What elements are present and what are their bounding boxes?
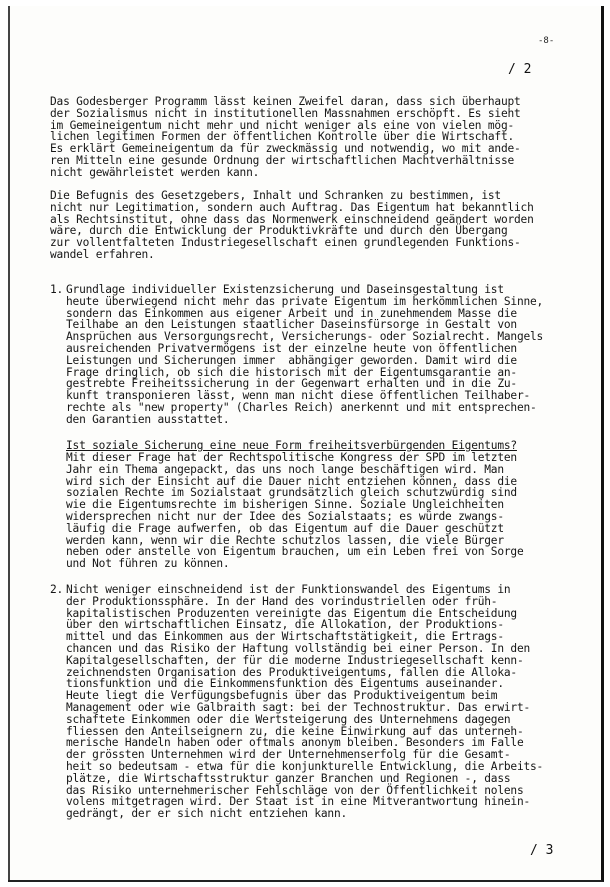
list-number-2: 2.	[50, 583, 64, 596]
list-item-1: Grundlage individueller Existenzsicherung und Daseinsgestaltung ist heute überwiegend nicht mehr das private Eigentum im herkömmlichen Sinne, sondern das Einkommen aus eigener Arbeit und in zunehmendem Masse die Teilhabe an den Leistungen staatlicher Daseinsfürsorge in Gestalt von Ansprüchen aus Versorgungsrecht, Versicherungs- oder Sozialrecht. Mangels ausreichenden Privatvermögens ist der einzelne heute von öffentlichen Leistungen und Sicherungen immer abhängiger geworden. Damit wird die Frage dringlich, ob sich die historisch mit der Eigentumsgarantie an- gestrebte Freiheitssicherung in der Gegenwart erhalten und in die Zu- kunft transponieren lässt, wenn man nicht diese öffentlichen Teilhaber- rechte als "new property" (Charles Reich) anerkennt und mit entsprechen- den Garantien ausstattet.	[66, 283, 544, 426]
paragraph-kongress: Mit dieser Frage hat der Rechtspolitische Kongress der SPD im letzten Jahr ein Thema angepackt, das uns noch lange beschäftigen wird. Man wird sich der Einsicht auf die Dauer nicht entziehen können, dass die sozialen Rechte im Sozialstaat grundsätzlich gleich schutzwürdig sind wie die Eigentumsrechte im bisherigen Sinne. Soziale Ungleichheiten widersprechen nicht nur der Idee des Sozialstaats; es würde zwangs- läufig die Frage aufwerfen, ob das Eigentum auf die Dauer geschützt werden kann, wenn wir die Rechte schutzlos lassen, die viele Bürger neben oder anstelle von Eigentum brauchen, um ein Leben frei von Sorge und Not führen zu können.	[66, 451, 524, 571]
page-reference-bottom: / 3	[530, 843, 554, 858]
page-reference-top: / 2	[508, 62, 532, 77]
list-item-2: Nicht weniger einschneidend ist der Funktionswandel des Eigentums in der Produktionssphäre. In der Hand des vorindustriellen oder früh- kapitalistischen Produzenten vereinigte das Eigentum die Entscheidung über den wirtschaftlichen Einsatz, die Allokation, der Produktions- mittel und das Einkommen aus der Wirtschaftstätigkeit, die Ertrags- chancen und das Risiko der Haftung vollständig bei einer Person. In den Kapitalgesellschaften, der für die moderne Industriegesellschaft kenn- zeichnendsten Organisation des Produktiveigentums, fallen die Alloka- tionsfunktion und die Einkommensfunktion des Eigentums auseinander. Heute liegt die Verfügungsbefugnis über das Produktiveigentum beim Management oder wie Galbraith sagt: bei der Technostruktur. Das erwirt- schaftete Einkommen oder die Wertsteigerung des Unternehmens dagegen fliessen den Anteilseignern zu, die keine Einwirkung auf das unterneh- merische Handeln haben oder oftmals anonym bleiben. Besonders im Falle der grössten Unternehmen wird der Unternehmenserfolg für die Gesamt- heit so bedeutsam - etwa für die konjunkturelle Entwicklung, die Arbeits- plätze, die Wirtschaftsstruktur ganzer Branchen und Regionen -, dass das Risiko unternehmerischer Fehlschläge von der Öffentlichkeit nolens volens mitgetragen wird. Der Staat ist in eine Mitverantwortung hinein- gedrängt, der er sich nicht entziehen kann.	[66, 583, 544, 821]
paragraph-befugnis: Die Befugnis des Gesetzgebers, Inhalt und Schranken zu bestimmen, ist nicht nur Legitimation, sondern auch Auftrag. Das Eigentum hat bekanntlich als Rechtsinstitut, ohne dass das Normenwerk einschneidend geändert worden wäre, durch die Entwicklung der Produktivkräfte und durch den Übergang zur vollentfalteten Industriegesellschaft einen grundlegenden Funktions- wandel erfahren.	[50, 189, 534, 261]
paragraph-godesberg: Das Godesberger Programm lässt keinen Zweifel daran, dass sich überhaupt der Sozialismus nicht in institutionellen Massnahmen erschöpft. Es sieht im Gemeineigentum nicht mehr und nicht weniger als eine von vielen mög- lichen legitimen Formen der öffentlichen Kontrolle über die Wirtschaft. Es erklärt Gemeineigentum da für zweckmässig und notwendig, wo mit ande- ren Mitteln eine gesunde Ordnung der wirtschaftlichen Machtverhältnisse nicht gewährleistet werden kann.	[50, 95, 521, 179]
archive-mark: -8-	[538, 36, 555, 46]
list-number-1: 1.	[50, 283, 64, 296]
section-heading: Ist soziale Sicherung eine neue Form freiheitsverbürgenden Eigentums?	[66, 439, 517, 452]
